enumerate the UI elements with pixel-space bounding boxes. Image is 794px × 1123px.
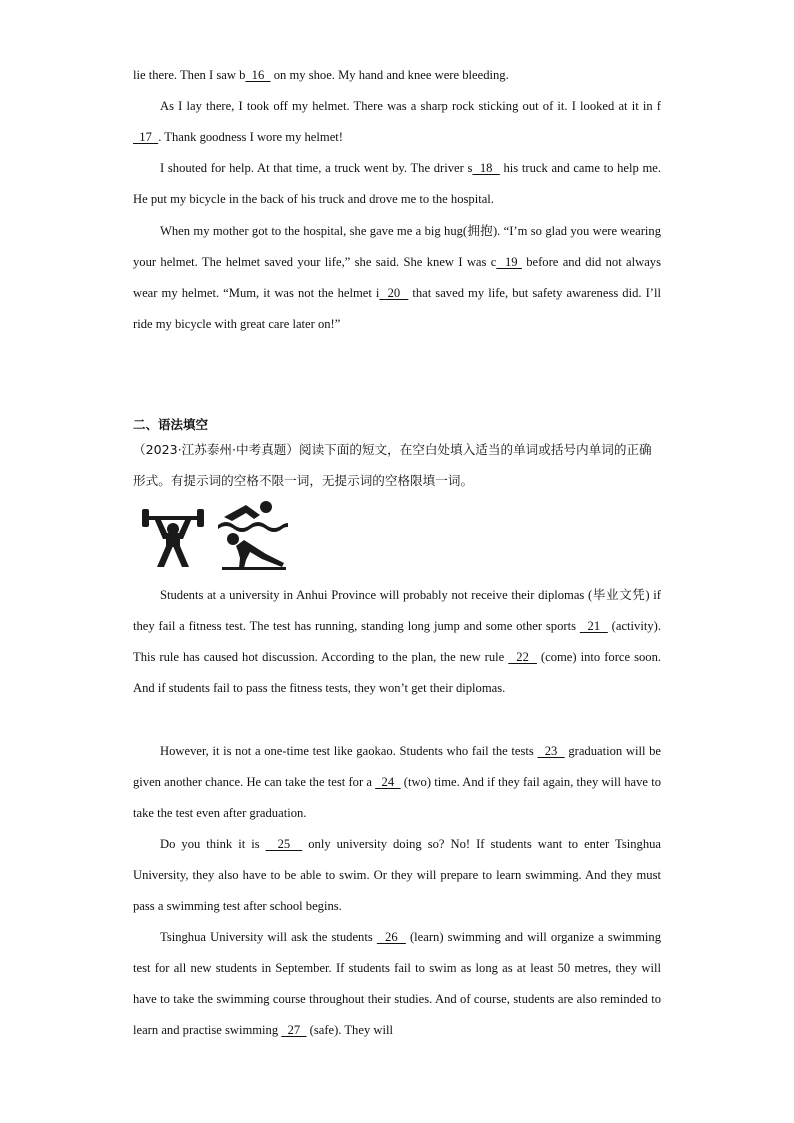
weightlifting-icon	[140, 503, 206, 569]
passage2-paragraph-4	[133, 922, 661, 1046]
push-up-icon	[222, 530, 286, 570]
passage1-paragraph-4	[133, 216, 661, 340]
text-segment: When my mother got to the hospital, she gave me a big hug(拥抱). “I’m so glad you were wearing your helmet. The helmet saved your life,” she said. She knew I was c	[133, 224, 661, 269]
passage2-paragraph-3	[133, 829, 661, 922]
section-heading: 二、语法填空	[133, 417, 209, 432]
passage1-paragraph-3	[133, 153, 661, 215]
text-segment: (learn) swimming and will organize a swimming test for all new students in September. If students fail to swim as long as at least 50 metres, they will have to take the swimming course throughout their studies. And of course, students are also reminded to learn and practise swimming	[133, 930, 662, 1037]
section-instruction: （2023·江苏泰州·中考真题）阅读下面的短文，在空白处填入适当的单词或括号内单词的正确形式。有提示词的空格不限一词，无提示词的空格限填一词。	[133, 442, 652, 488]
blank-26[interactable]: 26	[376, 930, 406, 944]
passage2-paragraph-2	[133, 736, 661, 829]
text-segment: lie there. Then I saw b	[133, 68, 246, 82]
text-segment: Students at a university in Anhui Province will probably not receive their diplomas (毕业文凭) if they fail a fitness test. The test has running, standing long jump and some other sports	[133, 588, 661, 633]
text-segment: However, it is not a one-time test like gaokao. Students who fail the tests	[160, 744, 538, 758]
text-segment: Do you think it is	[160, 837, 266, 851]
blank-20[interactable]: 20	[379, 286, 409, 300]
text-segment: that saved my life, but safety awareness did. I’ll ride my bicycle with great care later on!”	[133, 286, 662, 331]
text-segment: (activity). This rule has caused hot discussion. According to the plan, the new rule	[133, 619, 661, 664]
blank-16[interactable]: 16	[245, 68, 271, 82]
text-segment: his truck and came to help me. He put my bicycle in the back of his truck and drove me to the hospital.	[133, 161, 662, 206]
blank-25[interactable]: 25	[265, 837, 303, 851]
text-segment: I shouted for help. At that time, a truck went by. The driver s	[160, 161, 473, 175]
text-segment: graduation will be given another chance. He can take the test for a	[133, 744, 662, 789]
text-segment: (two) time. And if they fail again, they will have to take the test even after graduation.	[133, 775, 662, 820]
blank-18[interactable]: 18	[472, 161, 500, 175]
blank-17[interactable]: 17	[133, 130, 159, 144]
blank-19[interactable]: 19	[496, 255, 522, 269]
passage1-paragraph-2	[133, 91, 661, 153]
passage2-paragraph-1	[133, 580, 661, 704]
text-segment: on my shoe. My hand and knee were bleeding.	[270, 68, 509, 82]
text-segment: (come) into force soon. And if students fail to pass the fitness tests, they won’t get their diplomas.	[133, 650, 662, 695]
blank-21[interactable]: 21	[579, 619, 608, 633]
passage1-paragraph-1	[133, 60, 661, 91]
blank-27[interactable]: 27	[281, 1023, 307, 1037]
text-segment: . Thank goodness I wore my helmet!	[158, 130, 343, 144]
text-segment: before and did not always wear my helmet. “Mum, it was not the helmet i	[133, 255, 661, 300]
blank-23[interactable]: 23	[537, 744, 565, 758]
blank-24[interactable]: 24	[375, 775, 401, 789]
text-segment: only university doing so? No! If students want to enter Tsinghua University, they also have to be able to swim. Or they will prepare to learn swimming. And they must pass a swimming test after school begins.	[133, 837, 662, 913]
text-segment: (safe). They will	[306, 1023, 393, 1037]
text-segment: Tsinghua University will ask the students	[160, 930, 377, 944]
blank-22[interactable]: 22	[508, 650, 537, 664]
text-segment: As I lay there, I took off my helmet. There was a sharp rock sticking out of it. I looked at it in f	[160, 99, 661, 113]
